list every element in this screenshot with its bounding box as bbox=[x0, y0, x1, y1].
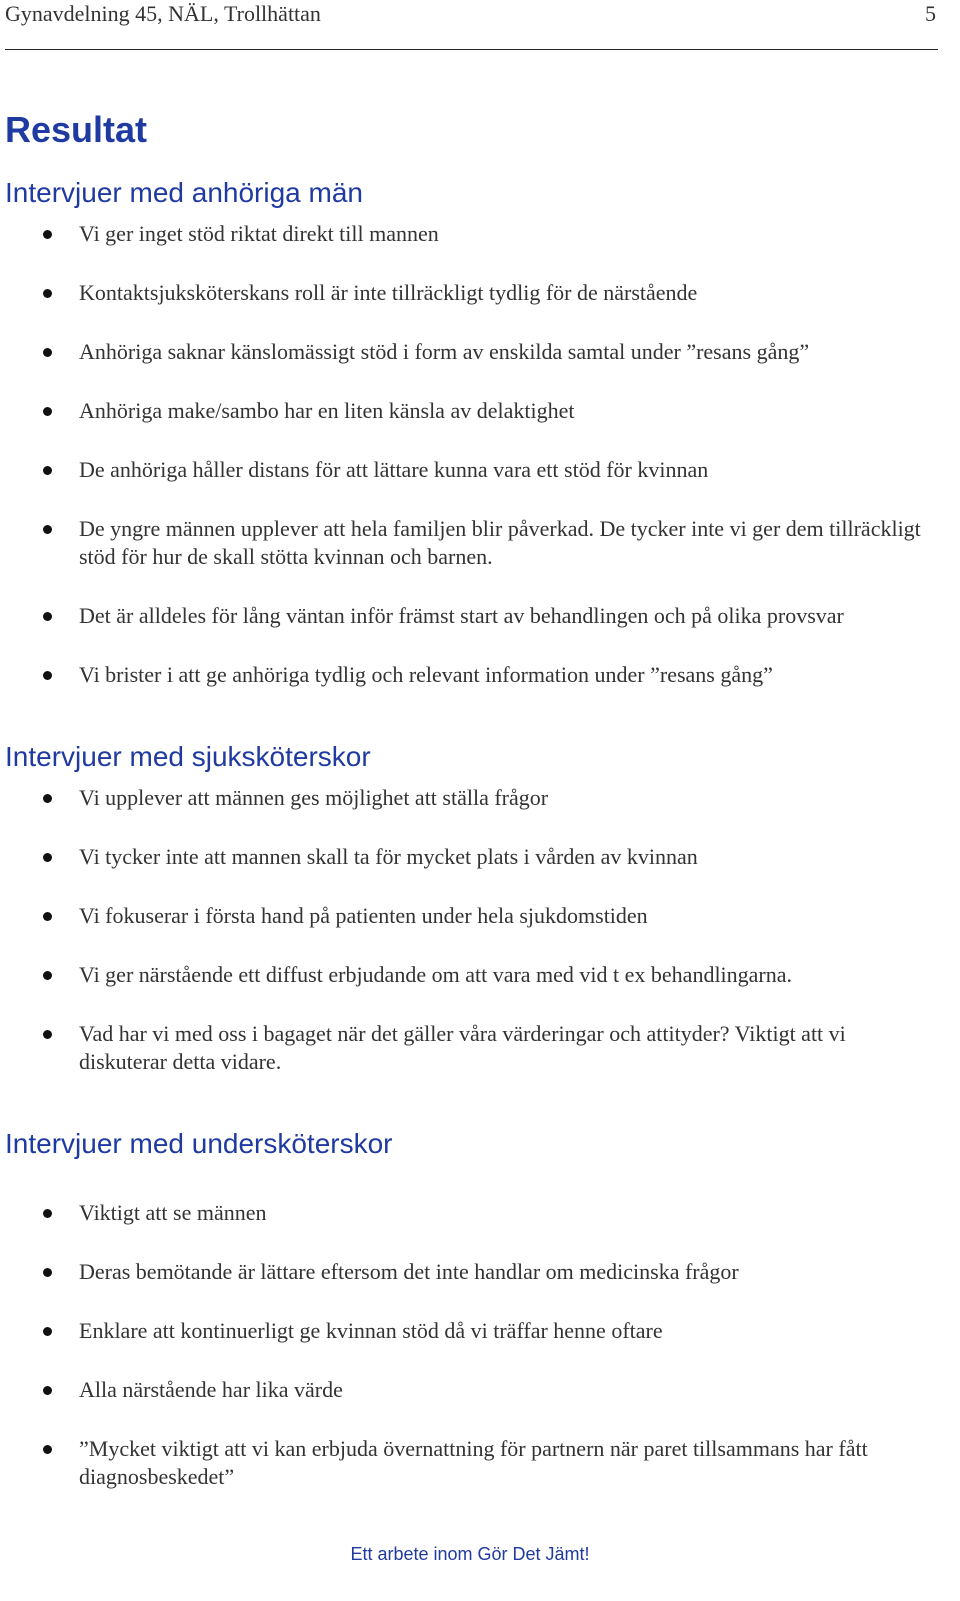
heading-interviews-nurses: Intervjuer med sjuksköterskor bbox=[5, 741, 371, 772]
page-header bbox=[5, 0, 938, 50]
list-item-text: De yngre männen upplever att hela familjen blir påverkad. De tycker inte vi ger dem tillräckligt stöd för hur de skall stötta kvinnan och barnen. bbox=[79, 516, 921, 569]
list-item-text: Vi upplever att männen ges möjlighet att ställa frågor bbox=[79, 785, 549, 810]
heading-interviews-assistant-nurses: Intervjuer med undersköterskor bbox=[5, 1128, 393, 1159]
page-footer: Ett arbete inom Gör Det Jämt! bbox=[350, 1544, 590, 1564]
page-number: 5 bbox=[925, 1, 936, 26]
list-item-text: Alla närstående har lika värde bbox=[79, 1377, 343, 1402]
list-item-text: Vi brister i att ge anhöriga tydlig och relevant information under ”resans gång” bbox=[79, 662, 773, 687]
bullet-icon bbox=[43, 407, 52, 416]
section-title: Resultat bbox=[5, 109, 148, 150]
list-item-text: Anhöriga saknar känslomässigt stöd i form av enskilda samtal under ”resans gång” bbox=[79, 339, 810, 364]
bullet-icon bbox=[43, 853, 52, 862]
list-item-text: Anhöriga make/sambo har en liten känsla av delaktighet bbox=[79, 398, 575, 423]
bullet-icon bbox=[43, 1030, 52, 1039]
bullet-icon bbox=[43, 971, 52, 980]
list-item-text: Vi ger närstående ett diffust erbjudande om att vara med vid t ex behandlingarna. bbox=[79, 962, 793, 987]
list-item-text: De anhöriga håller distans för att lättare kunna vara ett stöd för kvinnan bbox=[79, 457, 709, 482]
list-item-text: Enklare att kontinuerligt ge kvinnan stöd då vi träffar henne oftare bbox=[79, 1318, 663, 1343]
bullet-icon bbox=[43, 1445, 52, 1454]
bullet-icon bbox=[43, 1209, 52, 1218]
list-item-text: Vi fokuserar i första hand på patienten under hela sjukdomstiden bbox=[79, 903, 648, 928]
bullet-icon bbox=[43, 525, 52, 534]
list-item-text: ”Mycket viktigt att vi kan erbjuda övernattning för partnern när paret tillsammans har fått diagnosbeskedet” bbox=[79, 1436, 868, 1489]
bullet-icon bbox=[43, 348, 52, 357]
bullet-icon bbox=[43, 612, 52, 621]
bullet-icon bbox=[43, 1386, 52, 1395]
bullet-icon bbox=[43, 912, 52, 921]
header-title: Gynavdelning 45, NÄL, Trollhättan bbox=[5, 1, 321, 26]
bullet-icon bbox=[43, 466, 52, 475]
list-item-text: Det är alldeles för lång väntan inför främst start av behandlingen och på olika provsvar bbox=[79, 603, 844, 628]
list-item-text: Kontaktsjuksköterskans roll är inte tillräckligt tydlig för de närstående bbox=[79, 280, 698, 305]
bullet-icon bbox=[43, 1327, 52, 1336]
list-item-text: Vi tycker inte att mannen skall ta för mycket plats i vården av kvinnan bbox=[79, 844, 698, 869]
bullet-icon bbox=[43, 1268, 52, 1277]
list-item-text: Vad har vi med oss i bagaget när det gäller våra värderingar och attityder? Viktigt att vi diskuterar detta vidare. bbox=[79, 1021, 846, 1074]
list-item-text: Vi ger inget stöd riktat direkt till mannen bbox=[79, 221, 439, 246]
bullet-icon bbox=[43, 289, 52, 298]
list-item-text: Deras bemötande är lättare eftersom det inte handlar om medicinska frågor bbox=[79, 1259, 739, 1284]
heading-interviews-relatives: Intervjuer med anhöriga män bbox=[5, 177, 363, 208]
bullet-icon bbox=[43, 794, 52, 803]
bullet-icon bbox=[43, 671, 52, 680]
list-item-text: Viktigt att se männen bbox=[79, 1200, 267, 1225]
bullet-icon bbox=[43, 230, 52, 239]
